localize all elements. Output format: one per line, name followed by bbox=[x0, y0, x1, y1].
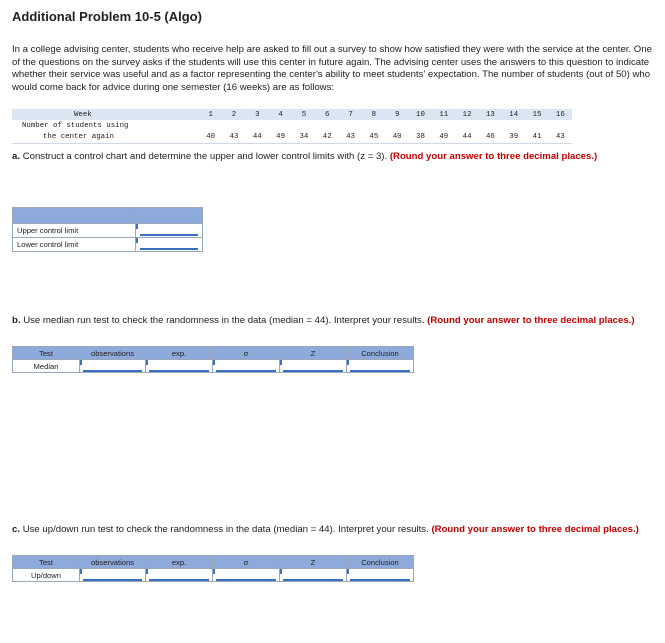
students-cell: 40 bbox=[206, 132, 216, 141]
lcl-label: Lower control limit bbox=[13, 238, 136, 252]
header-exp: exp. bbox=[146, 556, 213, 569]
median-sigma-input[interactable] bbox=[216, 361, 276, 372]
header-z: Z bbox=[280, 556, 347, 569]
header-sigma: σ bbox=[213, 347, 280, 360]
students-cell: 49 bbox=[439, 132, 449, 141]
lcl-input[interactable] bbox=[140, 239, 198, 250]
updown-exp-input[interactable] bbox=[149, 570, 209, 581]
week-label: Week bbox=[12, 109, 199, 120]
header-conclusion: Conclusion bbox=[347, 556, 414, 569]
header-test: Test bbox=[13, 347, 80, 360]
header-z: Z bbox=[280, 347, 347, 360]
week-cell: 1 bbox=[199, 109, 222, 120]
median-row bbox=[13, 360, 414, 373]
question-b-instruction: (Round your answer to three decimal places.) bbox=[427, 315, 635, 326]
ucl-cell bbox=[136, 224, 203, 238]
header-conclusion: Conclusion bbox=[347, 347, 414, 360]
week-cell: 2 bbox=[222, 109, 245, 120]
median-run-table bbox=[12, 346, 414, 373]
updown-sigma-input[interactable] bbox=[216, 570, 276, 581]
updown-run-table bbox=[12, 555, 414, 582]
students-label-line2: the center again bbox=[43, 132, 114, 141]
question-a-text: Construct a control chart and determine the upper and lower control limits with (z = 3). bbox=[22, 151, 388, 162]
question-c-label: c. bbox=[12, 524, 21, 535]
header-exp: exp. bbox=[146, 347, 213, 360]
students-cell: 44 bbox=[252, 132, 262, 141]
header-observations: observations bbox=[80, 556, 146, 569]
question-a-label: a. bbox=[12, 151, 21, 162]
students-cell: 38 bbox=[416, 132, 425, 141]
updown-conclusion-input[interactable] bbox=[350, 570, 410, 581]
week-cell: 7 bbox=[339, 109, 362, 120]
week-cell: 10 bbox=[409, 109, 432, 120]
question-c-instruction: (Round your answer to three decimal places.) bbox=[431, 524, 639, 535]
header-sigma: σ bbox=[213, 556, 280, 569]
week-cell: 12 bbox=[455, 109, 478, 120]
updown-run-header bbox=[13, 556, 414, 569]
students-cell: 42 bbox=[322, 132, 332, 141]
week-row bbox=[12, 109, 572, 120]
question-c bbox=[12, 524, 652, 537]
week-cell: 4 bbox=[269, 109, 292, 120]
updown-observations-input[interactable] bbox=[83, 570, 142, 581]
week-cell: 16 bbox=[549, 109, 572, 120]
students-cell: 44 bbox=[462, 132, 472, 141]
students-cell: 43 bbox=[346, 132, 355, 141]
median-conclusion-input[interactable] bbox=[350, 361, 410, 372]
week-cell: 6 bbox=[316, 109, 339, 120]
students-cell: 49 bbox=[276, 132, 286, 141]
question-b-text: Use median run test to check the randomness in the data (median = 44). Interpret your results. bbox=[23, 315, 425, 326]
ucl-row bbox=[13, 224, 203, 238]
week-cell: 14 bbox=[502, 109, 525, 120]
ucl-input[interactable] bbox=[140, 225, 198, 236]
students-cell: 46 bbox=[485, 132, 495, 141]
week-cell: 8 bbox=[362, 109, 385, 120]
week-cell: 3 bbox=[246, 109, 269, 120]
students-cell: 43 bbox=[555, 132, 565, 141]
question-b-label: b. bbox=[12, 315, 21, 326]
survey-data-table bbox=[12, 109, 572, 142]
header-test: Test bbox=[13, 556, 80, 569]
updown-z-input[interactable] bbox=[283, 570, 343, 581]
week-cell: 13 bbox=[479, 109, 502, 120]
students-cell: 41 bbox=[532, 132, 542, 141]
control-limits-header bbox=[13, 208, 203, 224]
updown-label: Up/down bbox=[13, 569, 80, 582]
students-label-line1: Number of students using bbox=[22, 121, 129, 130]
students-row bbox=[12, 131, 572, 142]
question-a bbox=[12, 151, 652, 164]
lcl-row bbox=[13, 238, 203, 252]
week-cell: 15 bbox=[525, 109, 548, 120]
students-cell: 40 bbox=[392, 132, 402, 141]
control-limits-table bbox=[12, 207, 203, 252]
question-a-instruction: (Round your answer to three decimal places.) bbox=[389, 151, 598, 162]
students-cell: 43 bbox=[229, 132, 239, 141]
median-exp-input[interactable] bbox=[149, 361, 209, 372]
students-cell: 34 bbox=[299, 132, 309, 141]
question-c-text: Use up/down run test to check the randomness in the data (median = 44). Interpret your results. bbox=[22, 524, 429, 535]
updown-row bbox=[13, 569, 414, 582]
ucl-label: Upper control limit bbox=[13, 224, 136, 238]
median-z-input[interactable] bbox=[283, 361, 343, 372]
median-observations-input[interactable] bbox=[83, 361, 142, 372]
question-b bbox=[12, 315, 652, 328]
week-cell: 5 bbox=[292, 109, 315, 120]
week-cell: 9 bbox=[386, 109, 409, 120]
students-cell: 39 bbox=[509, 132, 519, 141]
students-label-row-1 bbox=[12, 120, 572, 131]
median-label: Median bbox=[13, 360, 80, 373]
problem-intro: In a college advising center, students who receive help are asked to fill out a survey to show how satisfied they were with the service at the center. One of the questions on the survey asks if the students will use this center in future again. The advising center uses the answers to this question to indicate whether their service was useful and as a factor representing the center's ability to meet students' expectation. The number of students (out of 50) who would come back for advice during one semester (16 weeks) are as follows: bbox=[12, 44, 652, 93]
median-run-header bbox=[13, 347, 414, 360]
students-cell: 45 bbox=[369, 132, 379, 141]
week-cell: 11 bbox=[432, 109, 455, 120]
lcl-cell bbox=[136, 238, 203, 252]
table-divider bbox=[12, 143, 572, 144]
page-title: Additional Problem 10-5 (Algo) bbox=[12, 9, 202, 24]
header-observations: observations bbox=[80, 347, 146, 360]
